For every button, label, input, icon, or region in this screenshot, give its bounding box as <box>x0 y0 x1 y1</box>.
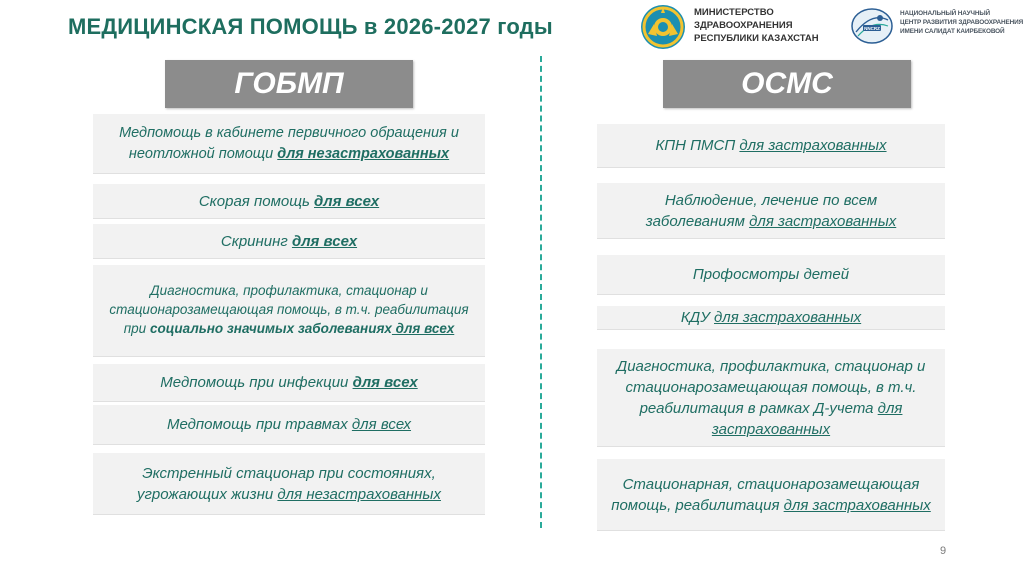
right-item-4-text: КДУ <box>680 309 714 326</box>
right-item-6 <box>597 459 945 531</box>
left-item-7 <box>93 453 485 515</box>
left-item-6-text: Медпомощь при травмах <box>166 416 352 433</box>
left-item-7-text: Экстренный стационар при состояниях, угрожающих жизни <box>137 464 436 503</box>
right-item-5-text: Диагностика, профилактика, стационар и стационарозамещающая помощь, в т.ч. реабилитация в рамках Д-учета <box>616 357 926 417</box>
left-item-3 <box>93 224 485 259</box>
gobmp-header: ГОБМП <box>165 60 413 108</box>
nncrz-logo-icon <box>850 6 894 46</box>
right-item-5 <box>597 349 945 447</box>
right-item-6-u: для застрахованных <box>783 496 931 514</box>
left-item-6-u: для всех <box>351 416 412 433</box>
left-item-7-u: для незастрахованных <box>277 485 441 503</box>
right-item-3 <box>597 255 945 295</box>
left-item-4-text: Диагностика, профилактика, стационар и стационарозамещающая помощь, в т.ч. реабилитация при <box>109 283 469 336</box>
right-item-4 <box>597 306 945 330</box>
right-item-4-u: для застрахованных <box>714 309 862 326</box>
center-name <box>900 9 1023 36</box>
right-item-3-text: Профосмотры детей <box>692 266 850 283</box>
left-item-4-em: для всех <box>391 320 455 336</box>
ministry-name <box>694 6 819 45</box>
right-item-1 <box>597 124 945 168</box>
center-line-3: ИМЕНИ САЛИДАТ КАИРБЕКОВОЙ <box>900 28 1005 35</box>
center-line-2: ЦЕНТР РАЗВИТИЯ ЗДРАВООХРАНЕНИЯ <box>900 19 1024 26</box>
left-item-6 <box>93 405 485 445</box>
left-item-1-text: Медпомощь в кабинете первичного обращения и неотложной помощи <box>119 125 459 162</box>
left-item-1-em: для незастрахованных <box>277 145 450 162</box>
ministry-line-2: ЗДРАВООХРАНЕНИЯ <box>694 20 793 31</box>
ministry-line-1: МИНИСТЕРСТВО <box>694 7 774 18</box>
right-item-5-u: для застрахованных <box>711 399 903 438</box>
right-item-1-text: КПН ПМСП <box>655 137 740 154</box>
right-item-6-text: Стационарная, стационарозамещающая помощь, реабилитация <box>611 475 920 514</box>
osms-header: ОСМС <box>663 60 911 108</box>
left-item-2-em: для всех <box>314 192 380 210</box>
left-item-1 <box>93 114 485 174</box>
nncrz-logo-text: NNCRZ <box>864 26 880 31</box>
kazakhstan-emblem-icon <box>640 4 686 50</box>
left-item-5-text: Медпомощь при инфекции <box>160 374 353 391</box>
right-item-2-text: Наблюдение, лечение по всем заболеваниям <box>645 191 878 230</box>
page-title: МЕДИЦИНСКАЯ ПОМОЩЬ в 2026-2027 годы <box>68 14 553 39</box>
left-item-5 <box>93 364 485 402</box>
left-item-3-text: Скрининг <box>220 232 292 250</box>
right-item-2-u: для застрахованных <box>749 212 897 230</box>
left-item-2 <box>93 184 485 219</box>
center-line-1: НАЦИОНАЛЬНЫЙ НАУЧНЫЙ <box>900 10 991 17</box>
left-item-2-text: Скорая помощь <box>198 192 315 210</box>
left-item-3-em: для всех <box>291 232 358 250</box>
right-item-2 <box>597 183 945 239</box>
page-number: 9 <box>940 545 947 557</box>
column-divider <box>540 56 542 528</box>
ministry-line-3: РЕСПУБЛИКИ КАЗАХСТАН <box>694 33 819 44</box>
left-item-4-strong: социально значимых заболеваниях <box>149 320 392 336</box>
right-item-1-u: для застрахованных <box>739 137 887 154</box>
left-item-4 <box>93 265 485 357</box>
left-item-5-em: для всех <box>352 374 418 391</box>
